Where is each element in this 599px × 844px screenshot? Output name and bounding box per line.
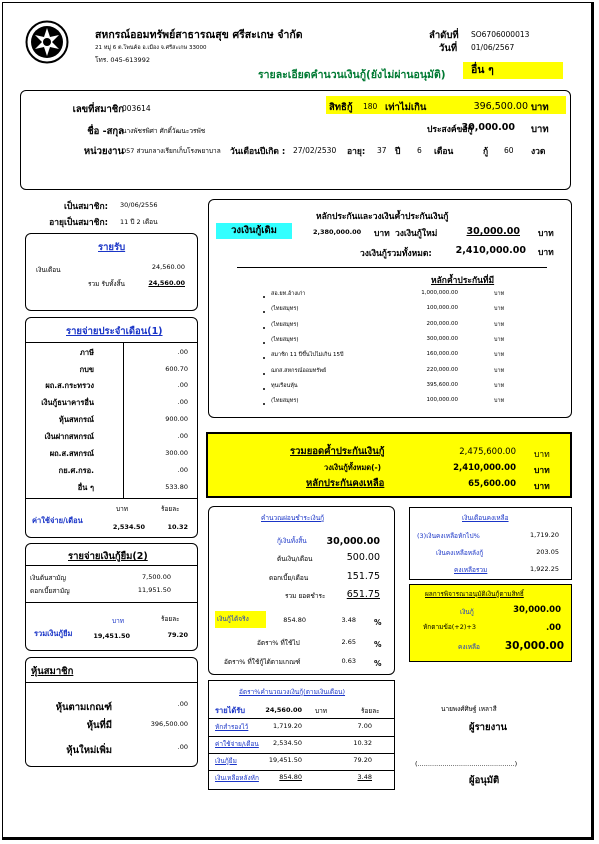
remaining-r2-value: 203.05: [536, 548, 559, 556]
consider-request-value: 30,000.00: [513, 605, 561, 615]
expense-item-value: .00: [177, 432, 188, 440]
member-id-value: 003614: [122, 104, 151, 113]
collateral-remain-baht: บาท: [534, 482, 550, 492]
ratio-col-percent: ร้อยละ: [361, 707, 380, 715]
collateral-title: หลักประกันและวงเงินค้ำประกันเงินกู้: [316, 212, 449, 222]
bullet-icon: [263, 342, 265, 344]
age-months: 6: [417, 146, 422, 155]
ratio-row-percent: 10.32: [353, 739, 372, 747]
expense-item-label: ภาษี: [79, 348, 94, 357]
loan-col-baht: บาท: [112, 617, 125, 625]
ratio-table-title: อัตรา%คำนวณวงเงินกู้(ตามเงินเดือน): [239, 688, 346, 696]
income-total-value: 24,560.00: [148, 279, 185, 287]
expense-summary-percent: 10.32: [167, 523, 188, 531]
consider-deduct-label: หักตามข้อ(+2)+3: [423, 623, 476, 631]
salary-value: 24,560.00: [151, 263, 185, 271]
calc-interest-label: ดอกเบี้ย/เดือน: [269, 574, 309, 582]
calc-actual-value: 854.80: [283, 616, 306, 624]
loan-expense-box: [25, 543, 198, 651]
ratio-row-value: 1,719.20: [273, 722, 302, 730]
expense-item-label: ผถ.ส.สหกรณ์: [49, 449, 94, 458]
total-loan-value: 2,410,000.00: [455, 245, 526, 256]
calc-request-label: กู้เงินทั้งสิ้น: [277, 537, 307, 545]
member-unit-label: หน่วยงาน: [83, 146, 124, 157]
loan-all-label: วงเงินกู้ทั้งหมด(-): [324, 463, 382, 472]
consider-remain-label: คงเหลือ: [458, 643, 480, 651]
loan-all-value: 2,410,000.00: [453, 463, 516, 473]
loan-type-badge: อื่น ๆ: [463, 62, 563, 79]
calc-interest-value: 151.75: [346, 571, 380, 582]
remaining-r1-label: (3)เงินคงเหลือหักไป%: [417, 532, 480, 540]
org-phone: โทร. 045-613992: [95, 56, 150, 64]
collateral-item-label: สมาชิก 11 ปีขึ้นไปไม่เกิน 15ปี: [271, 352, 344, 359]
loan-interest-value: 11,951.50: [137, 586, 171, 594]
collateral-item-value: 200,000.00: [426, 320, 458, 327]
collateral-box: [208, 199, 572, 418]
ratio-col-baht: บาท: [315, 707, 328, 715]
shares-have-label: หุ้นที่มี: [86, 720, 112, 731]
approver-role: ผู้อนุมัติ: [469, 775, 500, 786]
loan-right-value: 180: [363, 102, 378, 111]
expense-summary-value: 2,534.50: [112, 523, 145, 531]
bullet-icon: [263, 403, 265, 405]
remaining-r3-label: คงเหลือรวม: [454, 566, 488, 574]
calc-actual-percent: 3.48: [341, 616, 356, 624]
remaining-r1-value: 1,719.20: [530, 531, 559, 539]
date-value: 01/06/2567: [471, 43, 515, 52]
old-loan-value: 2,380,000.00: [313, 228, 362, 236]
report-page: [2, 2, 594, 840]
loan-right-highlight: [326, 96, 566, 114]
expense-item-value: 533.80: [165, 483, 188, 491]
collateral-list-title: หลักค้ำประกันที่มี: [431, 276, 495, 286]
collateral-item-unit: บาท: [494, 382, 505, 389]
collateral-item-value: 100,000.00: [426, 397, 458, 404]
collateral-item-unit: บาท: [494, 352, 505, 359]
ratio-head-value: 24,560.00: [265, 706, 302, 714]
calc-total-label: รวม ยอดชำระ: [285, 592, 326, 600]
max-baht: บาท: [531, 102, 549, 113]
new-loan-label: วงเงินกู้ใหม่: [395, 229, 438, 239]
ratio-row-percent: 7.00: [357, 722, 372, 730]
calc-actual-label: เงินกู้ได้จริง: [215, 611, 266, 628]
old-loan-baht: บาท: [374, 229, 390, 239]
collateral-item-label: สอ.ยท.อ้างเก่า: [271, 291, 306, 297]
collateral-item-value: 395,600.00: [426, 381, 458, 388]
collateral-item-label: ฌกส.สหกรณ์ออมทรัพย์: [271, 367, 327, 374]
bullet-icon: [263, 373, 265, 375]
request-label: ประสงค์ขอกู้: [427, 125, 473, 135]
payment-calc-box: [208, 506, 395, 675]
collateral-item-unit: บาท: [494, 291, 505, 297]
member-since-value: 30/06/2556: [120, 201, 158, 209]
bullet-icon: [263, 357, 265, 359]
remaining-box: [409, 507, 572, 580]
expense-item-value: .00: [177, 466, 188, 474]
expense-item-value: .00: [177, 381, 188, 389]
remaining-r3-value: 1,922.25: [530, 565, 559, 573]
max-label: เท่าไม่เกิน: [385, 102, 427, 113]
expense-col-percent: ร้อยละ: [161, 505, 180, 513]
collateral-item-value: 1,000,000.00: [421, 290, 458, 296]
ratio-row-label: ค่าใช้จ่าย/เดือน: [215, 740, 259, 748]
loan-principal-label: เงินต้นสามัญ: [30, 574, 66, 582]
calc-criteria-label: อัตรา% ที่ใช้กู้ได้ตามเกณฑ์: [224, 658, 301, 666]
collateral-item-unit: บาท: [494, 336, 505, 343]
org-name: สหกรณ์ออมทรัพย์สาธารณสุข ศรีสะเกษ จำกัด: [95, 29, 303, 41]
calc-ratio-percent-sign: %: [374, 640, 382, 649]
expense-item-label: กบข: [79, 365, 94, 374]
ratio-row-value: 19,451.50: [268, 756, 302, 764]
birth-value: 27/02/2530: [293, 146, 337, 155]
income-title: รายรับ: [98, 242, 126, 253]
collateral-item-unit: บาท: [494, 367, 505, 374]
calc-principal-label: ต้นเงิน/เดือน: [277, 555, 313, 563]
loan-interest-label: ดอกเบี้ยสามัญ: [30, 587, 70, 595]
expense-item-value: 300.00: [165, 449, 188, 457]
ratio-head-label: รายได้รับ: [215, 706, 246, 715]
calc-request-value: 30,000.00: [326, 536, 380, 547]
consider-remain-value: 30,000.00: [504, 640, 564, 652]
remaining-title: เงินเดือนคงเหลือ: [462, 514, 509, 522]
collateral-item-value: 160,000.00: [426, 351, 458, 358]
request-baht: บาท: [531, 124, 549, 135]
collateral-item-value: 100,000.00: [426, 305, 458, 312]
ratio-row-percent: 79.20: [353, 756, 372, 764]
collateral-item-unit: บาท: [494, 321, 505, 328]
loan-right-label: สิทธิกู้: [329, 102, 353, 113]
collateral-item-value: 220,000.00: [426, 366, 458, 373]
loan-all-baht: บาท: [534, 466, 550, 476]
expense-item-label: อื่น ๆ: [77, 483, 94, 492]
expense-item-value: .00: [177, 348, 188, 356]
max-value: 396,500.00: [473, 101, 528, 112]
loan-total-value: 19,451.50: [93, 632, 130, 640]
loan-col-percent: ร้อยละ: [161, 615, 180, 623]
ratio-table-box: [208, 680, 395, 790]
shares-new-label: หุ้นใหม่เพิ่ม: [66, 745, 112, 756]
term-unit: งวด: [531, 147, 546, 157]
ratio-row-value: 2,534.50: [273, 739, 302, 747]
member-age-label: อายุเป็นสมาชิก:: [49, 218, 108, 228]
seq-value: SO6706000013: [471, 30, 530, 39]
shares-title: หุ้นสมาชิก: [31, 666, 74, 677]
ratio-row-label: เงินกู้ยืม: [215, 757, 237, 765]
calc-principal-value: 500.00: [346, 552, 380, 563]
collateral-total-value: 2,475,600.00: [459, 447, 516, 457]
term-value: 60: [504, 146, 514, 155]
approver-signature-line: (...............................................): [415, 760, 518, 768]
collateral-item-label: (ไทยสมุทร): [271, 398, 299, 405]
year-unit: ปี: [395, 147, 401, 157]
bullet-icon: [263, 296, 265, 298]
calc-ratio-label: อัตรา% ที่ใช้ไป: [257, 639, 300, 647]
loan-expense-title: รายจ่ายเงินกู้ยืม(2): [68, 551, 148, 562]
old-loan-label: วงเงินกู้เดิม: [216, 223, 292, 239]
birth-label: วันเดือนปีเกิด :: [230, 147, 286, 157]
ratio-row-value: 854.80: [279, 773, 302, 781]
ratio-row-label: หักสำรองไว้: [215, 723, 249, 731]
member-name-label: ชื่อ -สกุล: [87, 126, 124, 137]
reporter-role: ผู้รายงาน: [469, 722, 508, 733]
monthly-expense-box: [25, 317, 198, 538]
reporter-name: นายพงศ์ศิษฐ์ เหลาสี: [441, 705, 497, 713]
new-loan-value: 30,000.00: [466, 226, 520, 237]
expense-item-value: 900.00: [165, 415, 188, 423]
shares-criteria-value: .00: [177, 700, 188, 708]
member-unit-value: 057 ส่วนกลางเรียกเก็บโรงพยาบาล: [122, 147, 221, 155]
consider-box: [409, 584, 572, 662]
calc-actual-percent-sign: %: [374, 618, 382, 627]
term-label: กู้: [483, 147, 489, 157]
report-title: รายละเอียดคำนวนเงินกู้(ยังไม่ผ่านอนุมัติ): [258, 69, 446, 81]
loan-total-percent: 79.20: [167, 631, 188, 639]
shares-box: [25, 657, 198, 767]
total-loan-baht: บาท: [538, 248, 554, 258]
member-name-value: นางพัชรพิศา ศักดิ์วัฒนะวรพัช: [122, 127, 206, 135]
collateral-summary-box: [206, 432, 572, 498]
ratio-row-label: เงินเหลือหลังหัก: [215, 774, 259, 782]
collateral-item-unit: บาท: [494, 306, 505, 313]
age-label: อายุ:: [347, 147, 366, 157]
expense-item-label: หุ้นสหกรณ์: [58, 415, 94, 424]
salary-label: เงินเดือน: [36, 266, 61, 274]
expense-item-label: เงินฝากสหกรณ์: [44, 432, 94, 441]
expense-summary-label: ค่าใช้จ่าย/เดือน: [32, 516, 83, 525]
date-label: วันที่: [439, 43, 458, 54]
remaining-r2-label: เงินคงเหลือหลังกู้: [436, 549, 484, 557]
shares-criteria-label: หุ้นตามเกณฑ์: [55, 702, 112, 713]
collateral-remain-value: 65,600.00: [468, 479, 516, 489]
ratio-row-percent: 3.48: [357, 773, 372, 781]
member-since-label: เป็นสมาชิก:: [64, 202, 108, 212]
calc-criteria-percent-sign: %: [374, 659, 382, 668]
consider-deduct-value: .00: [545, 623, 561, 633]
expense-item-value: 600.70: [165, 365, 188, 373]
loan-principal-value: 7,500.00: [142, 573, 171, 581]
month-unit: เดือน: [434, 147, 454, 157]
collateral-item-label: (ไทยสมุทร): [271, 306, 299, 313]
collateral-item-label: (ไทยสมุทร): [271, 321, 299, 328]
collateral-total-baht: บาท: [534, 450, 550, 460]
income-total-label: รวม รับทั้งสิ้น: [88, 280, 125, 288]
monthly-expense-title: รายจ่ายประจำเดือน(1): [66, 326, 163, 337]
org-address: 21 หมู่ 6 ต.โพนค้อ อ.เมือง จ.ศรีสะเกษ 33000: [95, 45, 207, 51]
total-loan-label: วงเงินกู้รวมทั้งหมด:: [360, 249, 432, 259]
expense-col-baht: บาท: [116, 505, 129, 513]
consider-request-label: เงินกู้: [460, 608, 474, 616]
collateral-total-label: รวมยอดค้ำประกันเงินกู้: [290, 446, 385, 457]
expense-item-label: เงินกู้ธนาคารอื่น: [41, 398, 94, 407]
collateral-item-value: 300,000.00: [426, 335, 458, 342]
member-info-box: [20, 90, 571, 190]
expense-item-label: ผถ.ส.กระทรวง: [45, 381, 94, 390]
collateral-item-label: (ไทยสมุทร): [271, 336, 299, 343]
income-box: [25, 233, 198, 311]
age-years: 37: [377, 146, 387, 155]
collateral-remain-label: หลักประกันคงเหลือ: [306, 478, 385, 489]
request-value: 30,000.00: [461, 122, 515, 133]
member-age-value: 11 ปี 2 เดือน: [120, 218, 158, 226]
collateral-item-label: ทุนเรือนหุ้น: [271, 382, 298, 389]
bullet-icon: [263, 311, 265, 313]
payment-calc-title: คำนวณผ่อนชำระเงินกู้: [261, 514, 325, 522]
calc-total-value: 651.75: [346, 589, 380, 600]
shares-new-value: .00: [177, 743, 188, 751]
new-loan-baht: บาท: [538, 229, 554, 239]
calc-ratio-value: 2.65: [341, 638, 356, 646]
member-id-label: เลขที่สมาชิก: [72, 104, 124, 115]
collateral-item-unit: บาท: [494, 398, 505, 405]
loan-total-label: รวมเงินกู้ยืม: [34, 629, 73, 638]
expense-item-value: .00: [177, 398, 188, 406]
consider-title: ผลการพิจารณาอนุมัติเงินกู้ตามสิทธิ์: [425, 590, 524, 598]
calc-criteria-value: 0.63: [341, 657, 356, 665]
bullet-icon: [263, 327, 265, 329]
expense-item-label: กย.ศ.กรอ.: [58, 466, 94, 475]
org-logo-icon: [25, 20, 69, 64]
shares-have-value: 396,500.00: [150, 720, 188, 728]
seq-label: ลำดับที่: [429, 30, 459, 41]
bullet-icon: [263, 388, 265, 390]
